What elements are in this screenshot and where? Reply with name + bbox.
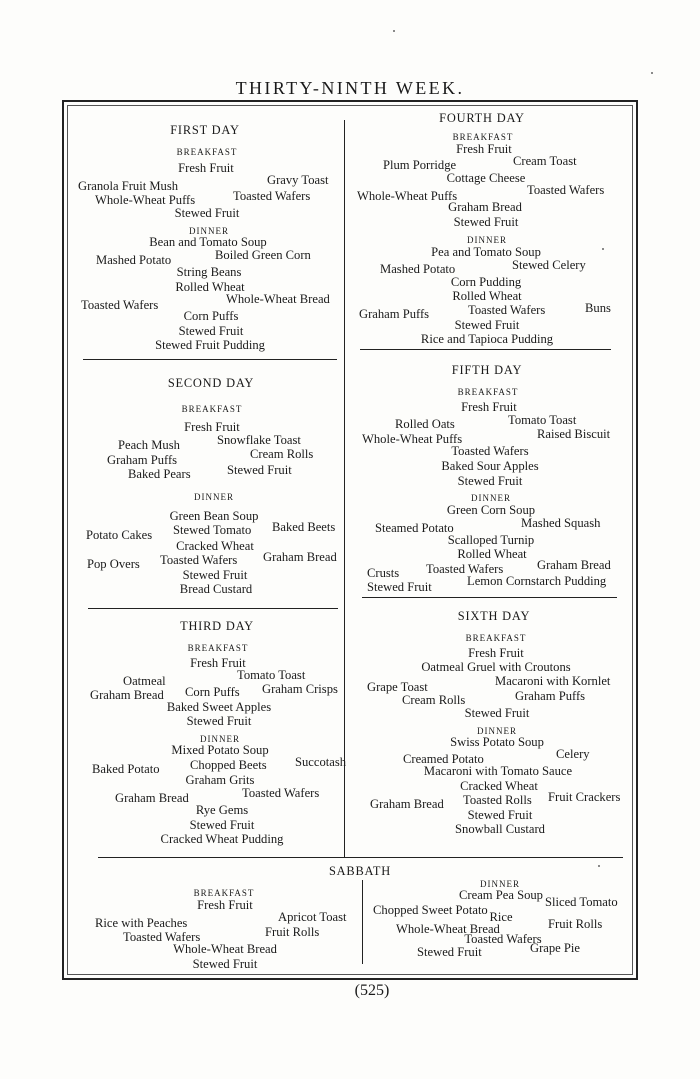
menu-item: String Beans (176, 265, 242, 279)
breakfast-label: BREAKFAST (457, 387, 519, 397)
menu-item: Rolled Wheat (452, 289, 522, 303)
menu-item: Whole-Wheat Bread (226, 292, 330, 306)
menu-item: Graham Puffs (515, 689, 586, 703)
menu-item: Oatmeal Gruel with Croutons (421, 660, 571, 674)
menu-item: Fruit Crackers (548, 790, 621, 804)
menu-item: Scalloped Turnip (447, 533, 535, 547)
menu-item: Cracked Wheat Pudding (160, 832, 284, 846)
menu-item: Stewed Fruit (367, 580, 432, 594)
menu-item: Buns (585, 301, 611, 315)
menu-item: Mixed Potato Soup (171, 743, 269, 757)
menu-item: Corn Puffs (185, 685, 240, 699)
menu-item: Pea and Tomato Soup (431, 245, 541, 259)
menu-item: Stewed Tomato (173, 523, 252, 537)
section-rule (88, 608, 338, 609)
menu-item: Whole-Wheat Puffs (95, 193, 196, 207)
menu-item: Bread Custard (179, 582, 253, 596)
menu-item: Graham Bread (90, 688, 164, 702)
menu-item: Oatmeal (123, 674, 166, 688)
menu-item: Fruit Rolls (265, 925, 320, 939)
menu-item: Mashed Potato (380, 262, 456, 276)
day-heading: SECOND DAY (167, 376, 255, 390)
menu-item: Granola Fruit Mush (78, 179, 179, 193)
menu-item: Stewed Fruit (227, 463, 292, 477)
menu-item: Toasted Rolls (463, 793, 532, 807)
menu-item: Tomato Toast (237, 668, 306, 682)
menu-item: Rice (489, 910, 513, 924)
menu-item: Stewed Fruit (186, 714, 252, 728)
breakfast-label: BREAKFAST (181, 404, 243, 414)
menu-item: Graham Bread (263, 550, 337, 564)
menu-item: Graham Grits (185, 773, 255, 787)
breakfast-label: BREAKFAST (465, 633, 527, 643)
section-rule (360, 349, 611, 350)
menu-item: Succotash (295, 755, 347, 769)
menu-item: Toasted Wafers (160, 553, 238, 567)
menu-item: Toasted Wafers (451, 444, 529, 458)
dinner-label: DINNER (194, 492, 234, 502)
dinner-label: DINNER (480, 879, 520, 889)
speck (602, 248, 604, 250)
menu-item: Whole-Wheat Bread (396, 922, 500, 936)
day-heading: THIRD DAY (180, 619, 254, 633)
menu-item: Mashed Potato (96, 253, 172, 267)
page-title: THIRTY-NINTH WEEK. (235, 78, 465, 98)
day-heading: SABBATH (328, 864, 392, 878)
menu-item: Green Corn Soup (446, 503, 536, 517)
menu-item: Toasted Wafers (464, 932, 542, 946)
menu-item: Rolled Oats (395, 417, 455, 431)
menu-item: Apricot Toast (278, 910, 347, 924)
menu-item: Cream Rolls (402, 693, 466, 707)
menu-item: Chopped Beets (190, 758, 267, 772)
menu-item: Fresh Fruit (197, 898, 253, 912)
menu-item: Graham Bread (370, 797, 444, 811)
menu-item: Sliced Tomato (545, 895, 618, 909)
day-heading: FIFTH DAY (451, 363, 523, 377)
breakfast-label: BREAKFAST (452, 132, 514, 142)
sabbath-column-divider (362, 880, 363, 964)
menu-item: Whole-Wheat Puffs (357, 189, 458, 203)
menu-item: Baked Potato (92, 762, 160, 776)
menu-item: Stewed Fruit (457, 474, 523, 488)
menu-item: Stewed Fruit (467, 808, 533, 822)
section-rule (83, 359, 337, 360)
page-number: (525) (354, 982, 390, 999)
dinner-label: DINNER (467, 235, 507, 245)
menu-item: Fruit Rolls (548, 917, 603, 931)
day-heading: SIXTH DAY (457, 609, 531, 623)
menu-item: Toasted Wafers (81, 298, 159, 312)
menu-item: Toasted Wafers (426, 562, 504, 576)
menu-item: Stewed Fruit (454, 318, 520, 332)
menu-item: Baked Beets (272, 520, 336, 534)
menu-item: Toasted Wafers (233, 189, 311, 203)
menu-item: Potato Cakes (86, 528, 153, 542)
section-rule (362, 597, 617, 598)
breakfast-label: BREAKFAST (187, 643, 249, 653)
menu-item: Toasted Wafers (242, 786, 320, 800)
menu-item: Toasted Wafers (468, 303, 546, 317)
menu-item: Cream Toast (513, 154, 577, 168)
menu-item: Rolled Wheat (457, 547, 527, 561)
menu-item: Stewed Fruit (417, 945, 482, 959)
menu-item: Rice with Peaches (95, 916, 188, 930)
menu-item: Graham Bread (448, 200, 522, 214)
menu-item: Toasted Wafers (123, 930, 201, 944)
menu-item: Bean and Tomato Soup (149, 235, 267, 249)
menu-item: Whole-Wheat Puffs (362, 432, 463, 446)
menu-item: Fresh Fruit (456, 142, 512, 156)
menu-item: Baked Sweet Apples (166, 700, 272, 714)
menu-item: Crusts (367, 566, 400, 580)
menu-item: Stewed Fruit (464, 706, 530, 720)
menu-item: Stewed Fruit Pudding (155, 338, 265, 352)
menu-item: Mashed Squash (521, 516, 601, 530)
menu-item: Stewed Fruit (178, 324, 244, 338)
menu-item: Fresh Fruit (184, 420, 240, 434)
speck (393, 30, 395, 32)
menu-item: Fresh Fruit (190, 656, 246, 670)
menu-item: Graham Crisps (262, 682, 338, 696)
menu-item: Raised Biscuit (537, 427, 611, 441)
menu-item: Cream Rolls (250, 447, 314, 461)
menu-item: Stewed Fruit (182, 568, 248, 582)
menu-item: Graham Puffs (359, 307, 430, 321)
menu-item: Cream Pea Soup (459, 888, 543, 902)
menu-item: Gravy Toast (267, 173, 329, 187)
menu-item: Fresh Fruit (178, 161, 234, 175)
dinner-label: DINNER (471, 493, 511, 503)
menu-item: Toasted Wafers (527, 183, 605, 197)
menu-item: Rice and Tapioca Pudding (420, 332, 554, 346)
menu-item: Tomato Toast (508, 413, 577, 427)
menu-item: Peach Mush (118, 438, 180, 452)
menu-item: Corn Puffs (183, 309, 239, 323)
menu-item: Pop Overs (87, 557, 140, 571)
menu-item: Baked Sour Apples (441, 459, 539, 473)
section-rule (98, 857, 623, 858)
menu-item: Rolled Wheat (175, 280, 245, 294)
breakfast-label: BREAKFAST (193, 888, 255, 898)
menu-item: Stewed Fruit (174, 206, 240, 220)
menu-item: Fresh Fruit (461, 400, 517, 414)
menu-item: Snowflake Toast (217, 433, 301, 447)
dinner-label: DINNER (477, 726, 517, 736)
menu-item: Swiss Potato Soup (450, 735, 544, 749)
menu-item: Macaroni with Tomato Sauce (423, 764, 573, 778)
menu-item: Creamed Potato (403, 752, 484, 766)
menu-item: Whole-Wheat Bread (173, 942, 277, 956)
menu-item: Chopped Sweet Potato (373, 903, 488, 917)
day-heading: FOURTH DAY (439, 111, 525, 125)
menu-item: Graham Bread (115, 791, 189, 805)
menu-item: Fresh Fruit (468, 646, 524, 660)
menu-item: Lemon Cornstarch Pudding (467, 574, 607, 588)
menu-item: Baked Pears (128, 467, 191, 481)
menu-item: Green Bean Soup (169, 509, 259, 523)
menu-item: Stewed Fruit (192, 957, 258, 971)
menu-item: Steamed Potato (375, 521, 454, 535)
day-heading: FIRST DAY (170, 123, 240, 137)
column-divider (344, 120, 345, 857)
menu-item: Cracked Wheat (176, 539, 254, 553)
menu-item: Cottage Cheese (446, 171, 526, 185)
menu-item: Graham Bread (537, 558, 611, 572)
menu-item: Stewed Fruit (453, 215, 519, 229)
speck (598, 865, 600, 867)
menu-item: Snowball Custard (455, 822, 545, 836)
menu-item: Grape Toast (367, 680, 428, 694)
menu-item: Corn Pudding (450, 275, 522, 289)
menu-item: Macaroni with Kornlet (495, 674, 611, 688)
menu-item: Grape Pie (530, 941, 581, 955)
speck (651, 72, 653, 74)
menu-item: Rye Gems (195, 803, 249, 817)
menu-item: Plum Porridge (383, 158, 457, 172)
menu-item: Cracked Wheat (460, 779, 538, 793)
breakfast-label: BREAKFAST (176, 147, 238, 157)
menu-item: Graham Puffs (107, 453, 178, 467)
menu-item: Stewed Celery (512, 258, 586, 272)
dinner-label: DINNER (200, 734, 240, 744)
menu-item: Boiled Green Corn (215, 248, 311, 262)
menu-item: Stewed Fruit (189, 818, 255, 832)
menu-item: Celery (556, 747, 590, 761)
dinner-label: DINNER (189, 226, 229, 236)
